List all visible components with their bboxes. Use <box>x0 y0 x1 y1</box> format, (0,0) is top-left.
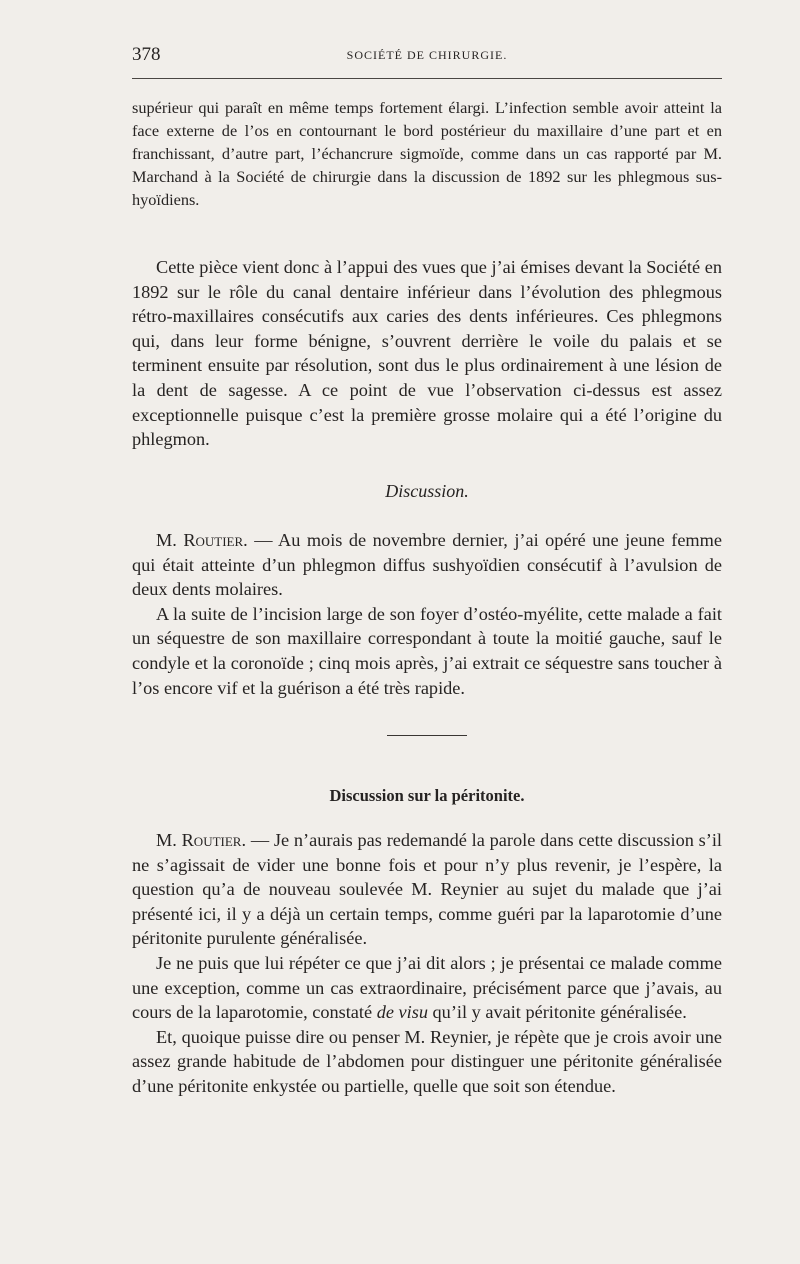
routier-2-paragraph-2 <box>132 951 722 1025</box>
speaker-name: M. Routier. <box>156 530 248 550</box>
page-header <box>132 44 722 74</box>
routier-2-block <box>132 828 722 1099</box>
page-number: 378 <box>132 44 161 65</box>
italic-de-visu: de visu <box>376 1002 428 1023</box>
routier-2-para2-before: Je ne puis que lui répéter ce que j’ai dit alors ; je présentai ce malade comme une exception, comme un cas extraordinaire, précisément parce que j’avais, au cours de la laparotomie, constaté <box>132 952 722 1023</box>
section-divider <box>387 735 467 736</box>
routier-2-text: — Je n’aurais pas redemandé la parole dans cette discussion s’il ne s’agissait de vider une bonne fois et pour n’y plus revenir, je l’espère, la question qu’a de nouveau soulevée M. Reynier au sujet du malade que j’ai présenté ici, il y a déjà un certain temps, comme guéri par la laparotomie d’une péritonite purulente généralisée. <box>132 830 722 949</box>
speaker-name: M. Routier. <box>156 830 247 850</box>
header-rule <box>132 78 722 79</box>
intro-block <box>132 96 722 211</box>
running-title: SOCIÉTÉ DE CHIRURGIE. <box>346 48 508 62</box>
paragraph-cette: Cette pièce vient donc à l’appui des vues que j’ai émises devant la Société en 1892 sur le rôle du canal dentaire inférieur dans l’évolution des phlegmous rétro-maxillaires consécutifs aux caries des dents inférieures. Ces phlegmons qui, dans leur forme bénigne, s’ouvrent derrière le voile du palais et se terminent ensuite par résolution, sont dus le plus ordinairement à une lésion de la dent de sagesse. A ce point de vue l’observation ci-dessus est assez exceptionnelle puisque c’est la première grosse molaire qui a été l’origine du phlegmon. <box>132 257 722 450</box>
routier-1-text: — Au mois de novembre dernier, j’ai opéré une jeune femme qui était atteinte d’un phlegmon diffus sushyoïdien consécutif à l’avulsion de deux dents molaires. <box>132 530 722 600</box>
routier-2-paragraph-1 <box>132 828 722 951</box>
routier-1-continuation: A la suite de l’incision large de son foyer d’ostéo-myélite, cette malade a fait un séquestre de son maxillaire correspondant à toute la moitié gauche, sauf le condyle et la coronoïde ; cinq mois après, j’ai extrait ce séquestre sans toucher à l’os encore vif et la guérison a été très rapide. <box>132 603 722 698</box>
discussion-heading: Discussion. <box>385 481 469 501</box>
routier-1-block <box>132 528 722 700</box>
routier-2-para2-after: qu’il y avait péritonite généralisée. <box>427 1002 687 1023</box>
intro-paragraph: supérieur qui paraît en même temps fortement élargi. L’infection semble avoir atteint la face externe de l’os en contournant le bord postérieur du maxillaire d’une part et en franchissant, d’autre part, l’échancrure sigmoïde, comme dans un cas rapporté par M. Marchand à la Société de chirurgie dans la discussion de 1892 sur les phlegmous sus-hyoïdiens. <box>132 98 722 209</box>
routier-1-paragraph <box>132 528 722 602</box>
cette-block <box>132 255 722 452</box>
routier-2-paragraph-3: Et, quoique puisse dire ou penser M. Reynier, je répète que je crois avoir une assez grande habitude de l’abdomen pour distinguer une péritonite généralisée d’une péritonite enkystée ou partielle, quelle que soit son étendue. <box>132 1026 722 1096</box>
section-heading: Discussion sur la péritonite. <box>329 786 525 805</box>
